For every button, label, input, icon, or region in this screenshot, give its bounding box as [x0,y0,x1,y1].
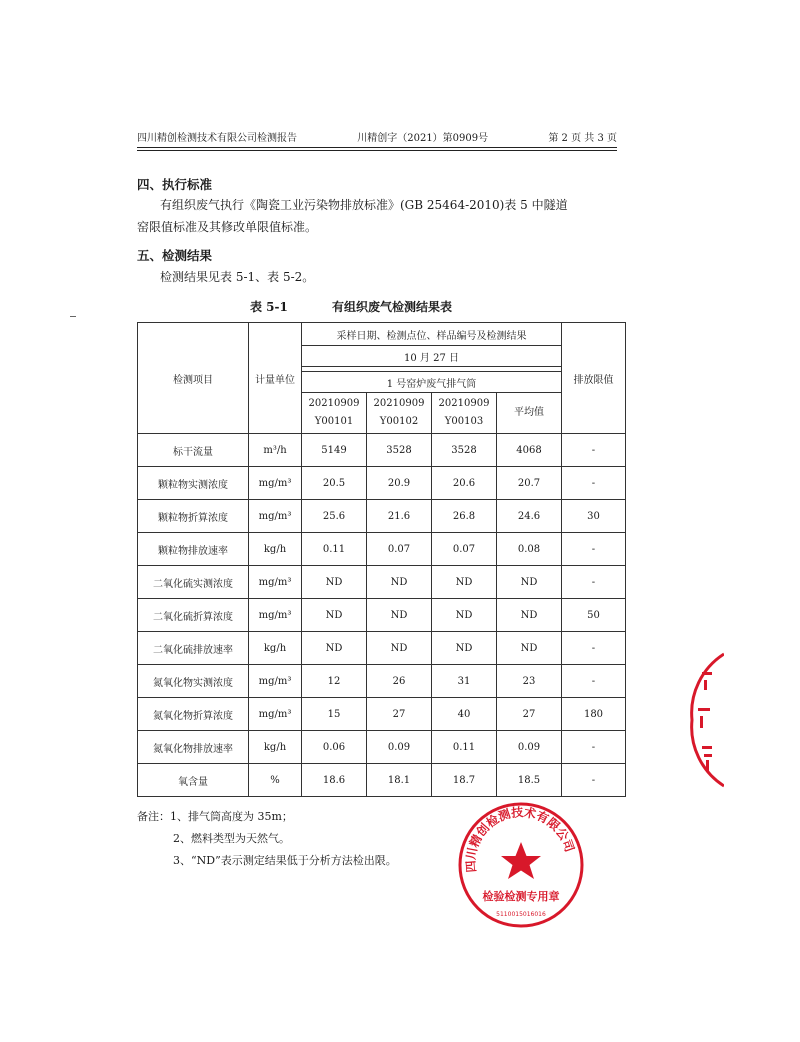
row-value-1: 12 [302,665,367,698]
row-average: 18.5 [497,764,562,797]
table-caption [250,298,492,315]
row-limit: - [562,467,626,500]
col-header-location: 1 号窑炉废气排气筒 [302,372,562,393]
row-name: 颗粒物实测浓度 [138,467,249,500]
table-row [138,764,626,797]
row-name: 二氧化硫实测浓度 [138,566,249,599]
results-table [137,322,626,797]
row-value-1: 5149 [302,434,367,467]
col-header-unit: 计量单位 [249,323,302,434]
col-header-limit: 排放限值 [562,323,626,434]
row-average: 23 [497,665,562,698]
seal-outer-text: 四川精创检测技术有限公司 [463,805,577,874]
row-value-3: 0.11 [432,731,497,764]
row-unit: kg/h [249,731,302,764]
table-row [138,566,626,599]
row-name: 二氧化硫排放速率 [138,632,249,665]
seal-inner-text: 检验检测专用章 [482,890,560,903]
table-number: 表 5-1 [250,300,288,314]
row-value-1: 18.6 [302,764,367,797]
row-value-1: ND [302,599,367,632]
report-header [137,130,617,144]
row-average: 4068 [497,434,562,467]
row-unit: mg/m³ [249,467,302,500]
scan-speck [70,316,76,317]
row-limit: - [562,632,626,665]
row-average: ND [497,566,562,599]
notes [137,806,397,872]
seal-serial: 5110015016016 [496,911,546,918]
table-row [138,467,626,500]
row-value-1: 20.5 [302,467,367,500]
table-row [138,665,626,698]
table-row [138,533,626,566]
row-value-2: 18.1 [367,764,432,797]
header-report-number: 川精创字（2021）第0909号 [357,133,489,144]
row-value-1: 0.11 [302,533,367,566]
row-value-2: 26 [367,665,432,698]
row-unit: % [249,764,302,797]
row-unit: m³/h [249,434,302,467]
row-value-2: 0.07 [367,533,432,566]
row-value-1: ND [302,632,367,665]
table-row [138,698,626,731]
row-name: 氧含量 [138,764,249,797]
row-unit: kg/h [249,632,302,665]
row-name: 氮氧化物实测浓度 [138,665,249,698]
col-header-date: 10 月 27 日 [302,346,562,367]
row-average: ND [497,599,562,632]
row-value-3: ND [432,566,497,599]
row-average: 0.09 [497,731,562,764]
row-average: 24.6 [497,500,562,533]
seal-star-icon [501,842,541,879]
row-limit: - [562,665,626,698]
col-header-average: 平均值 [497,393,562,434]
row-value-2: ND [367,566,432,599]
row-value-1: 0.06 [302,731,367,764]
col-header-group: 采样日期、检测点位、样品编号及检测结果 [302,323,562,346]
table-title: 有组织废气检测结果表 [332,300,453,314]
row-value-3: 26.8 [432,500,497,533]
header-rule-double [137,150,617,151]
row-value-2: 20.9 [367,467,432,500]
row-value-3: ND [432,632,497,665]
row-name: 氮氧化物排放速率 [138,731,249,764]
row-limit: - [562,533,626,566]
row-value-2: 21.6 [367,500,432,533]
row-limit: - [562,731,626,764]
row-name: 颗粒物折算浓度 [138,500,249,533]
col-header-item: 检测项目 [138,323,249,434]
sample-id-1: 20210909 Y00101 [302,393,367,434]
row-average: 27 [497,698,562,731]
section-5-body: 检测结果见表 5-1、表 5-2。 [160,270,315,284]
row-limit: 180 [562,698,626,731]
table-row [138,434,626,467]
table-row [138,632,626,665]
row-value-1: 25.6 [302,500,367,533]
note-1: 备注：1、排气筒高度为 35m； [137,810,293,823]
row-value-3: 31 [432,665,497,698]
row-name: 颗粒物排放速率 [138,533,249,566]
edge-seal-glyph-marks [698,672,712,772]
row-unit: kg/h [249,533,302,566]
sample-id-3: 20210909 Y00103 [432,393,497,434]
row-value-2: ND [367,632,432,665]
row-value-3: 0.07 [432,533,497,566]
row-value-3: 18.7 [432,764,497,797]
row-value-2: ND [367,599,432,632]
section-4-body-line2: 窑限值标准及其修改单限值标准。 [137,220,318,234]
row-value-3: 3528 [432,434,497,467]
row-value-3: 20.6 [432,467,497,500]
row-value-1: 15 [302,698,367,731]
row-value-2: 3528 [367,434,432,467]
row-average: 20.7 [497,467,562,500]
row-value-2: 27 [367,698,432,731]
row-value-3: ND [432,599,497,632]
row-average: 0.08 [497,533,562,566]
row-limit: - [562,764,626,797]
row-value-3: 40 [432,698,497,731]
row-unit: mg/m³ [249,500,302,533]
table-row [138,500,626,533]
note-2: 2、燃料类型为天然气。 [173,832,290,845]
table-row [138,599,626,632]
row-unit: mg/m³ [249,665,302,698]
official-seal [456,800,586,930]
row-unit: mg/m³ [249,599,302,632]
row-name: 氮氧化物折算浓度 [138,698,249,731]
section-5-title: 五、检测结果 [137,248,213,263]
sample-id-2: 20210909 Y00102 [367,393,432,434]
row-unit: mg/m³ [249,566,302,599]
row-limit: - [562,566,626,599]
row-name: 标干流量 [138,434,249,467]
row-average: ND [497,632,562,665]
row-value-1: ND [302,566,367,599]
header-rule [137,147,617,148]
section-4-body-line1: 有组织废气执行《陶瓷工业污染物排放标准》(GB 25464-2010)表 5 中隧道 [160,198,568,212]
header-company: 四川精创检测技术有限公司检测报告 [137,133,297,144]
row-name: 二氧化硫折算浓度 [138,599,249,632]
edge-seal-fragment [684,650,724,790]
table-row [138,731,626,764]
note-3: 3、“ND”表示测定结果低于分析方法检出限。 [173,854,397,867]
row-limit: - [562,434,626,467]
row-unit: mg/m³ [249,698,302,731]
header-page-number: 第 2 页 共 3 页 [548,133,617,144]
row-value-2: 0.09 [367,731,432,764]
section-4-title: 四、执行标准 [137,177,213,192]
row-limit: 30 [562,500,626,533]
row-limit: 50 [562,599,626,632]
